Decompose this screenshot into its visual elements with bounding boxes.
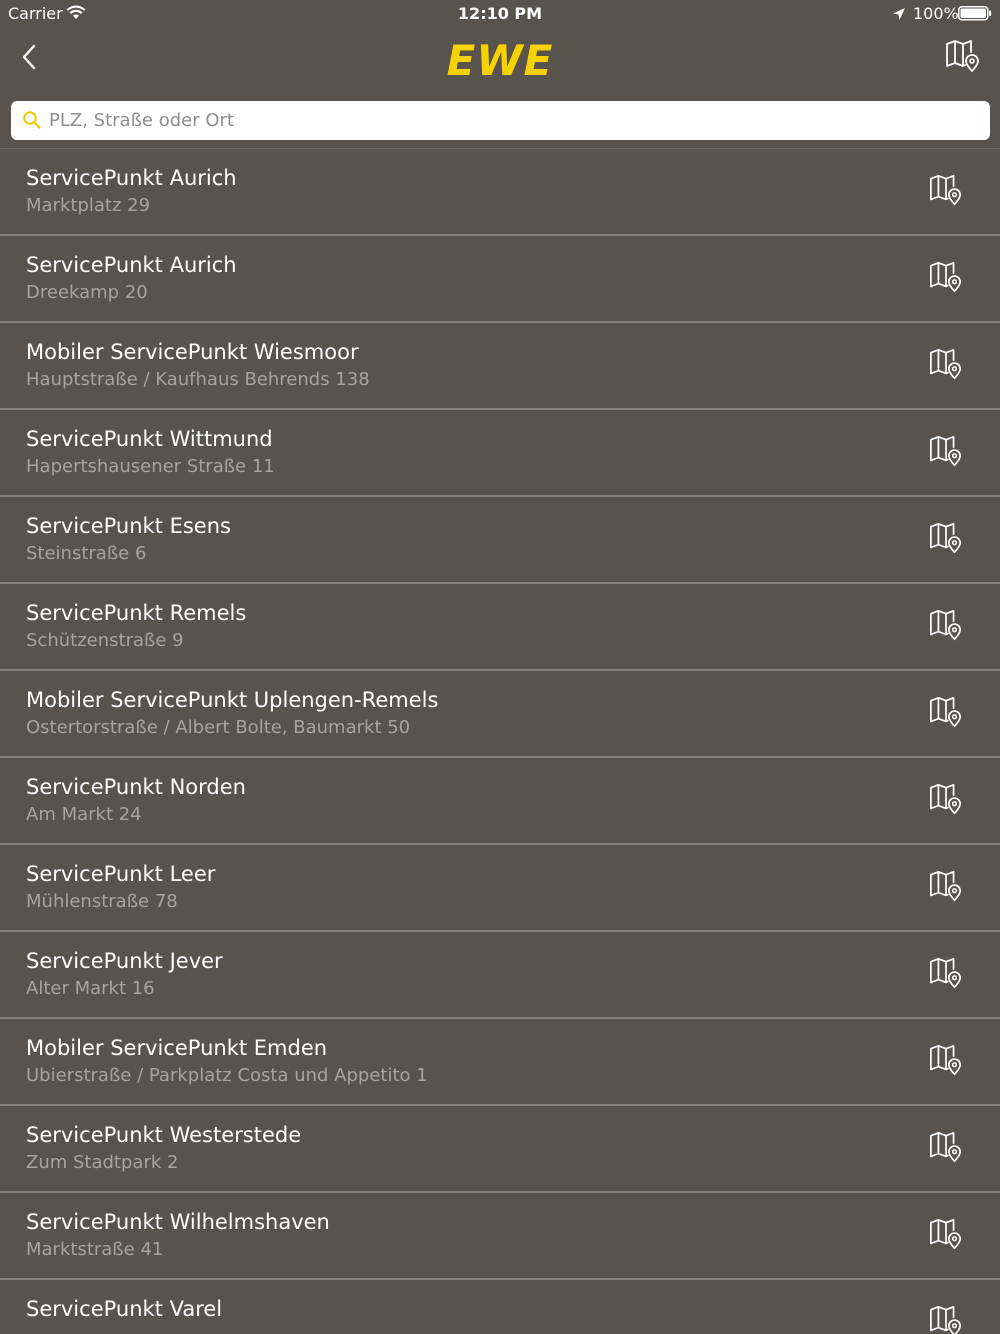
location-address: Hauptstraße / Kaufhaus Behrends 138 <box>26 369 370 390</box>
map-pin-icon[interactable] <box>928 1043 964 1079</box>
location-title: ServicePunkt Westerstede <box>26 1123 302 1147</box>
location-title: ServicePunkt Leer <box>26 862 216 886</box>
list-item[interactable] <box>0 758 1000 845</box>
list-item[interactable] <box>0 497 1000 584</box>
location-address: Marktplatz 29 <box>26 195 151 216</box>
location-address: Ubierstraße / Parkplatz Costa und Appetito 1 <box>26 1065 428 1086</box>
navigation-bar <box>0 28 1000 94</box>
location-address: Alter Markt 16 <box>26 978 155 999</box>
list-item[interactable] <box>0 1280 1000 1334</box>
list-item[interactable] <box>0 671 1000 758</box>
location-address: Mühlenstraße 78 <box>26 891 178 912</box>
location-title: ServicePunkt Remels <box>26 601 247 625</box>
ewe-logo: EWE <box>446 36 554 85</box>
list-item[interactable] <box>0 1106 1000 1193</box>
map-pin-icon[interactable] <box>928 521 964 557</box>
battery-icon <box>958 6 992 25</box>
location-address: Hapertshausener Straße 11 <box>26 456 275 477</box>
list-item[interactable] <box>0 149 1000 236</box>
map-pin-icon[interactable] <box>928 956 964 992</box>
map-pin-icon[interactable] <box>928 608 964 644</box>
map-pin-icon[interactable] <box>928 869 964 905</box>
list-item[interactable] <box>0 323 1000 410</box>
battery-percentage: 100% <box>913 4 959 23</box>
map-pin-icon[interactable] <box>928 1217 964 1253</box>
clock: 12:10 PM <box>457 4 543 23</box>
location-address: Schützenstraße 9 <box>26 630 184 651</box>
location-title: Mobiler ServicePunkt Emden <box>26 1036 328 1060</box>
search-icon <box>22 110 42 134</box>
location-title: ServicePunkt Aurich <box>26 253 237 277</box>
location-title: ServicePunkt Aurich <box>26 166 237 190</box>
location-arrow-icon <box>892 6 906 25</box>
location-title: ServicePunkt Norden <box>26 775 246 799</box>
map-pin-icon[interactable] <box>928 347 964 383</box>
list-item[interactable] <box>0 1193 1000 1280</box>
map-pin-icon[interactable] <box>928 1130 964 1166</box>
location-title: ServicePunkt Wilhelmshaven <box>26 1210 330 1234</box>
list-item[interactable] <box>0 236 1000 323</box>
location-title: ServicePunkt Wittmund <box>26 427 273 451</box>
map-pin-icon[interactable] <box>928 260 964 296</box>
map-pin-icon[interactable] <box>928 173 964 209</box>
location-title: Mobiler ServicePunkt Uplengen-Remels <box>26 688 439 712</box>
map-view-button[interactable] <box>944 38 982 74</box>
location-address: Ostertorstraße / Albert Bolte, Baumarkt 50 <box>26 717 411 738</box>
location-title: Mobiler ServicePunkt Wiesmoor <box>26 340 359 364</box>
list-item[interactable] <box>0 1019 1000 1106</box>
location-address: Marktstraße 41 <box>26 1239 164 1260</box>
list-item[interactable] <box>0 932 1000 1019</box>
location-address: Dreekamp 20 <box>26 282 148 303</box>
location-list <box>0 149 1000 1334</box>
map-pin-icon[interactable] <box>928 782 964 818</box>
location-address: Am Markt 24 <box>26 804 142 825</box>
location-title: ServicePunkt Varel <box>26 1297 223 1321</box>
location-address: Steinstraße 6 <box>26 543 147 564</box>
map-pin-icon <box>944 59 982 78</box>
list-item[interactable] <box>0 410 1000 497</box>
map-pin-icon[interactable] <box>928 434 964 470</box>
carrier-label: Carrier <box>8 4 63 23</box>
list-item[interactable] <box>0 584 1000 671</box>
search-bar <box>11 101 990 140</box>
location-title: ServicePunkt Jever <box>26 949 223 973</box>
list-item[interactable] <box>0 845 1000 932</box>
search-input[interactable] <box>49 101 979 140</box>
map-pin-icon[interactable] <box>928 695 964 731</box>
status-bar <box>0 0 1000 28</box>
map-pin-icon[interactable] <box>928 1304 964 1334</box>
location-address: Zum Stadtpark 2 <box>26 1152 179 1173</box>
location-title: ServicePunkt Esens <box>26 514 231 538</box>
